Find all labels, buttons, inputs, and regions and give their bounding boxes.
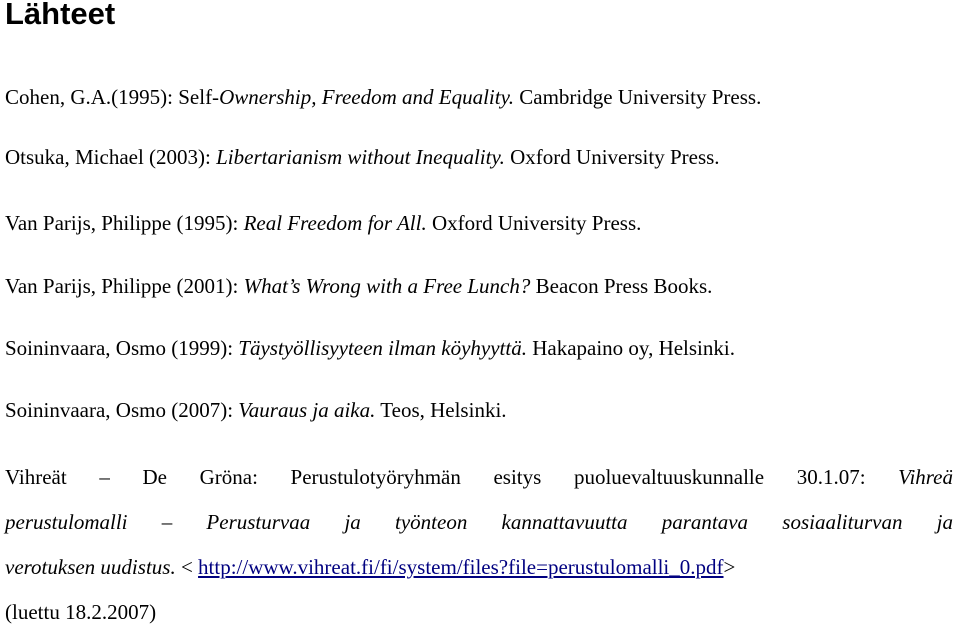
reference-item: [5, 398, 507, 422]
reference-title-start: Vihreä: [898, 465, 953, 489]
reference-title-middle: perustulomalli – Perusturvaa ja työnteon kannattavuutta parantava sosiaaliturvan ja: [5, 510, 953, 534]
reference-author: Van Parijs, Philippe (1995):: [5, 211, 244, 235]
reference-source: Vihreät – De Gröna: Perustulotyöryhmän esitys puoluevaltuuskunnalle 30.1.07:: [5, 465, 899, 489]
reference-author: Van Parijs, Philippe (2001):: [5, 274, 244, 298]
reference-title: Ownership, Freedom and Equality.: [219, 85, 515, 109]
reference-title: Täystyöllisyyteen ilman köyhyyttä.: [238, 336, 527, 360]
reference-item-long: [5, 465, 953, 624]
url-close-bracket: >: [723, 555, 736, 579]
reference-title: Libertarianism without Inequality.: [216, 145, 505, 169]
page-title: Lähteet: [5, 0, 116, 31]
reference-publisher: Teos, Helsinki.: [375, 398, 507, 422]
reference-publisher: Oxford University Press.: [426, 211, 642, 235]
reference-author: Soininvaara, Osmo (2007):: [5, 398, 239, 422]
reference-item: [5, 336, 735, 360]
reference-title-end: verotuksen uudistus.: [5, 555, 176, 579]
reference-line: [5, 600, 953, 624]
accessed-date: (luettu 18.2.2007): [5, 600, 157, 624]
reference-publisher: Beacon Press Books.: [530, 274, 713, 298]
reference-author: Otsuka, Michael (2003):: [5, 145, 217, 169]
url-open-bracket: <: [175, 555, 199, 579]
reference-publisher: Oxford University Press.: [504, 145, 720, 169]
reference-publisher: Cambridge University Press.: [514, 85, 762, 109]
reference-title: What’s Wrong with a Free Lunch?: [243, 274, 531, 298]
reference-item: [5, 211, 641, 235]
reference-publisher: Hakapaino oy, Helsinki.: [526, 336, 735, 360]
reference-author: Cohen, G.A.(1995): Self-: [5, 85, 220, 109]
reference-title: Vauraus ja aika.: [238, 398, 376, 422]
reference-item: [5, 85, 761, 109]
reference-url-link[interactable]: http://www.vihreat.fi/fi/system/files?file=perustulomalli_0.pdf: [198, 555, 724, 579]
reference-item: [5, 274, 712, 298]
reference-author: Soininvaara, Osmo (1999):: [5, 336, 239, 360]
reference-line: [5, 465, 953, 489]
reference-item: [5, 145, 720, 169]
reference-title: Real Freedom for All.: [243, 211, 427, 235]
reference-line: [5, 555, 953, 579]
reference-line: [5, 510, 953, 534]
